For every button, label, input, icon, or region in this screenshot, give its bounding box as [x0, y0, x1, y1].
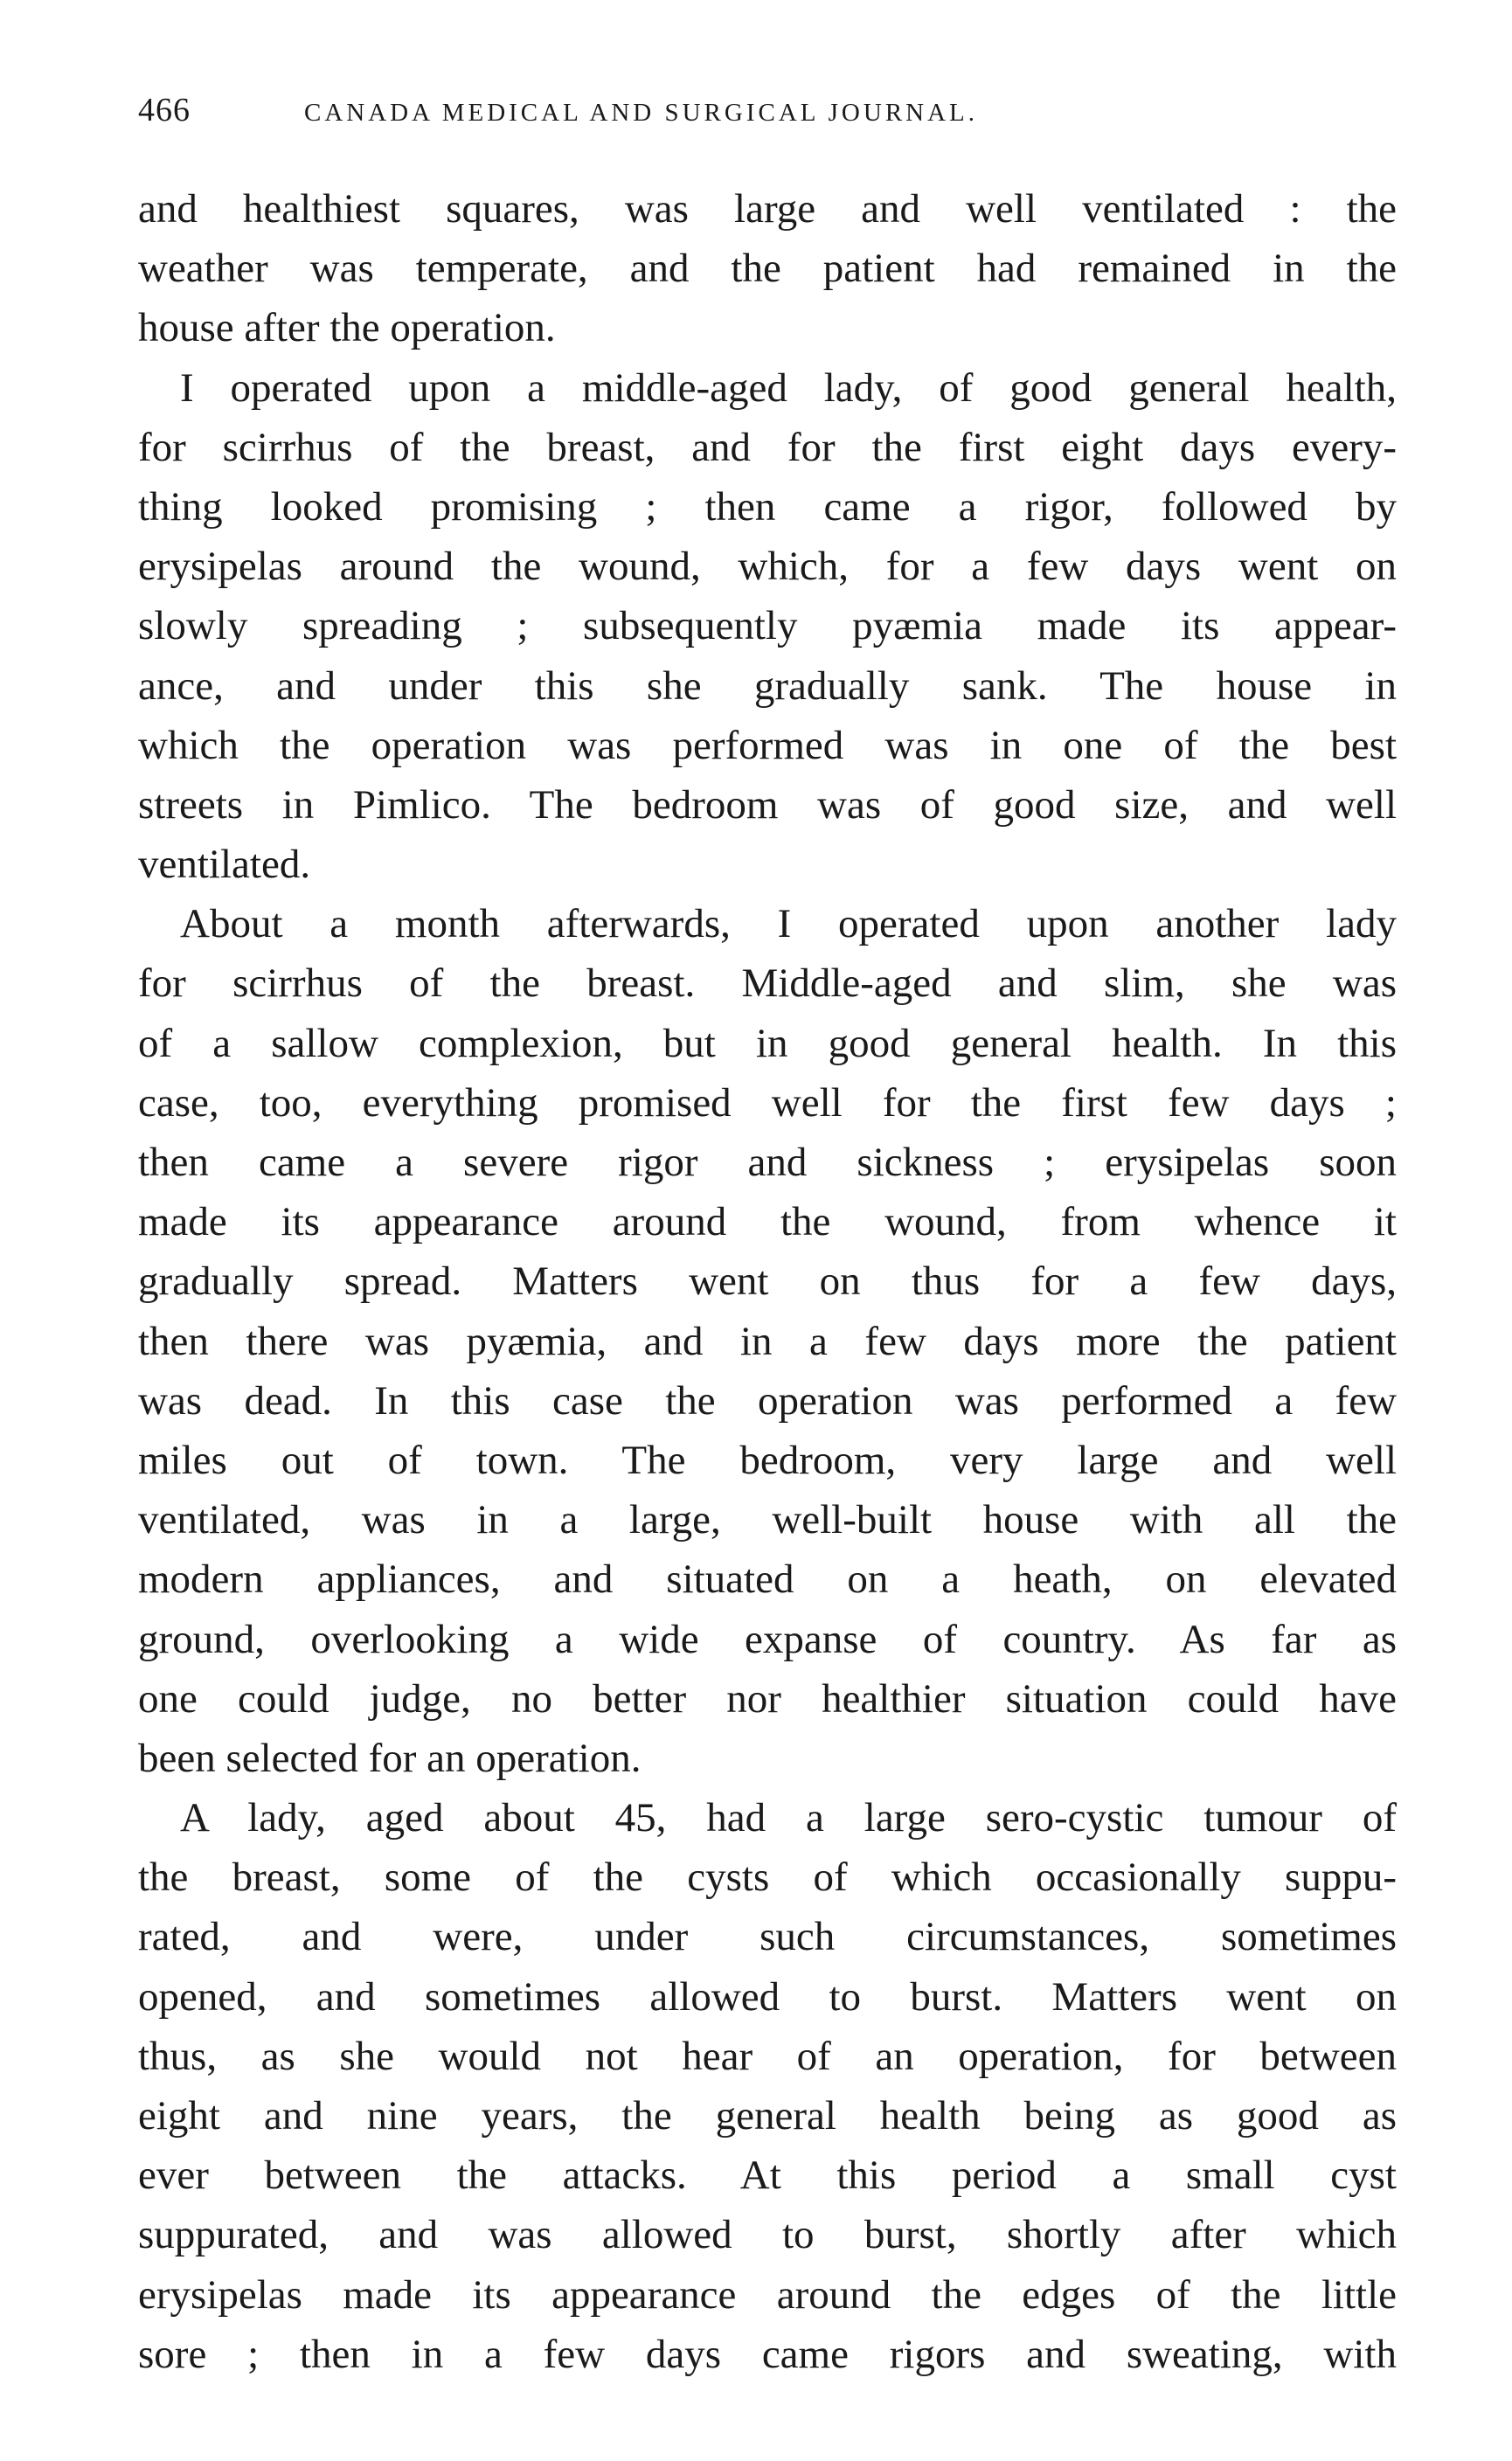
text-line: ance, and under this she gradually sank. The house in: [138, 662, 1397, 709]
text-line: made its appearance around the wound, from whence it: [138, 1199, 1397, 1245]
text-line: which the operation was performed was in one of the best: [138, 722, 1397, 768]
page-number: 466: [138, 92, 191, 128]
text-line: erysipelas made its appearance around the edges of the little: [138, 2271, 1397, 2318]
body-text: [138, 179, 1397, 2384]
text-line: house after the operation.: [138, 305, 556, 351]
text-line: sore ; then in a few days came rigors and sweating, with: [138, 2331, 1397, 2377]
text-line: miles out of town. The bedroom, very large and well: [138, 1437, 1397, 1483]
text-line: and healthiest squares, was large and well ventilated : the: [138, 186, 1397, 232]
text-line: erysipelas around the wound, which, for a few days went on: [138, 544, 1397, 590]
text-line: gradually spread. Matters went on thus for a few days,: [138, 1258, 1397, 1305]
paragraph-first-line: A lady, aged about 45, had a large sero-cystic tumour of: [180, 1795, 1397, 1841]
text-line: for scirrhus of the breast, and for the first eight days every-: [138, 424, 1397, 470]
paragraph-first-line: About a month afterwards, I operated upon another lady: [180, 901, 1397, 947]
text-line: was dead. In this case the operation was performed a few: [138, 1377, 1397, 1424]
text-line: streets in Pimlico. The bedroom was of good size, and well: [138, 781, 1397, 828]
text-line: thus, as she would not hear of an operation, for between: [138, 2033, 1397, 2079]
journal-title: CANADA MEDICAL AND SURGICAL JOURNAL.: [304, 99, 979, 127]
text-line: then came a severe rigor and sickness ; erysipelas soon: [138, 1140, 1397, 1185]
text-line: case, too, everything promised well for the first few days ;: [138, 1079, 1397, 1126]
text-line: suppurated, and was allowed to burst, shortly after which: [138, 2212, 1397, 2258]
text-line: modern appliances, and situated on a heath, on elevated: [138, 1556, 1397, 1603]
text-line: of a sallow complexion, but in good general health. In this: [138, 1020, 1397, 1066]
text-line: been selected for an operation.: [138, 1735, 642, 1781]
text-line: ventilated, was in a large, well-built house with all the: [138, 1497, 1397, 1543]
text-line: then there was pyæmia, and in a few days more the patient: [138, 1318, 1397, 1364]
text-line: eight and nine years, the general health being as good as: [138, 2093, 1397, 2139]
running-head: [138, 91, 1397, 143]
text-line: rated, and were, under such circumstances, sometimes: [138, 1914, 1397, 1960]
text-line: slowly spreading ; subsequently pyæmia made its appear-: [138, 603, 1397, 649]
text-line: thing looked promising ; then came a rigor, followed by: [138, 483, 1397, 530]
text-line: ever between the attacks. At this period a small cyst: [138, 2153, 1397, 2199]
paragraph-first-line: I operated upon a middle-aged lady, of good general health,: [180, 364, 1397, 411]
text-line: opened, and sometimes allowed to burst. Matters went on: [138, 1973, 1397, 2020]
text-line: ventilated.: [138, 842, 311, 888]
text-line: weather was temperate, and the patient had remained in the: [138, 246, 1397, 292]
text-line: one could judge, no better nor healthier situation could have: [138, 1675, 1397, 1722]
text-line: for scirrhus of the breast. Middle-aged and slim, she was: [138, 960, 1397, 1007]
text-line: the breast, some of the cysts of which occasionally suppu-: [138, 1854, 1397, 1901]
text-line: ground, overlooking a wide expanse of country. As far as: [138, 1616, 1397, 1662]
